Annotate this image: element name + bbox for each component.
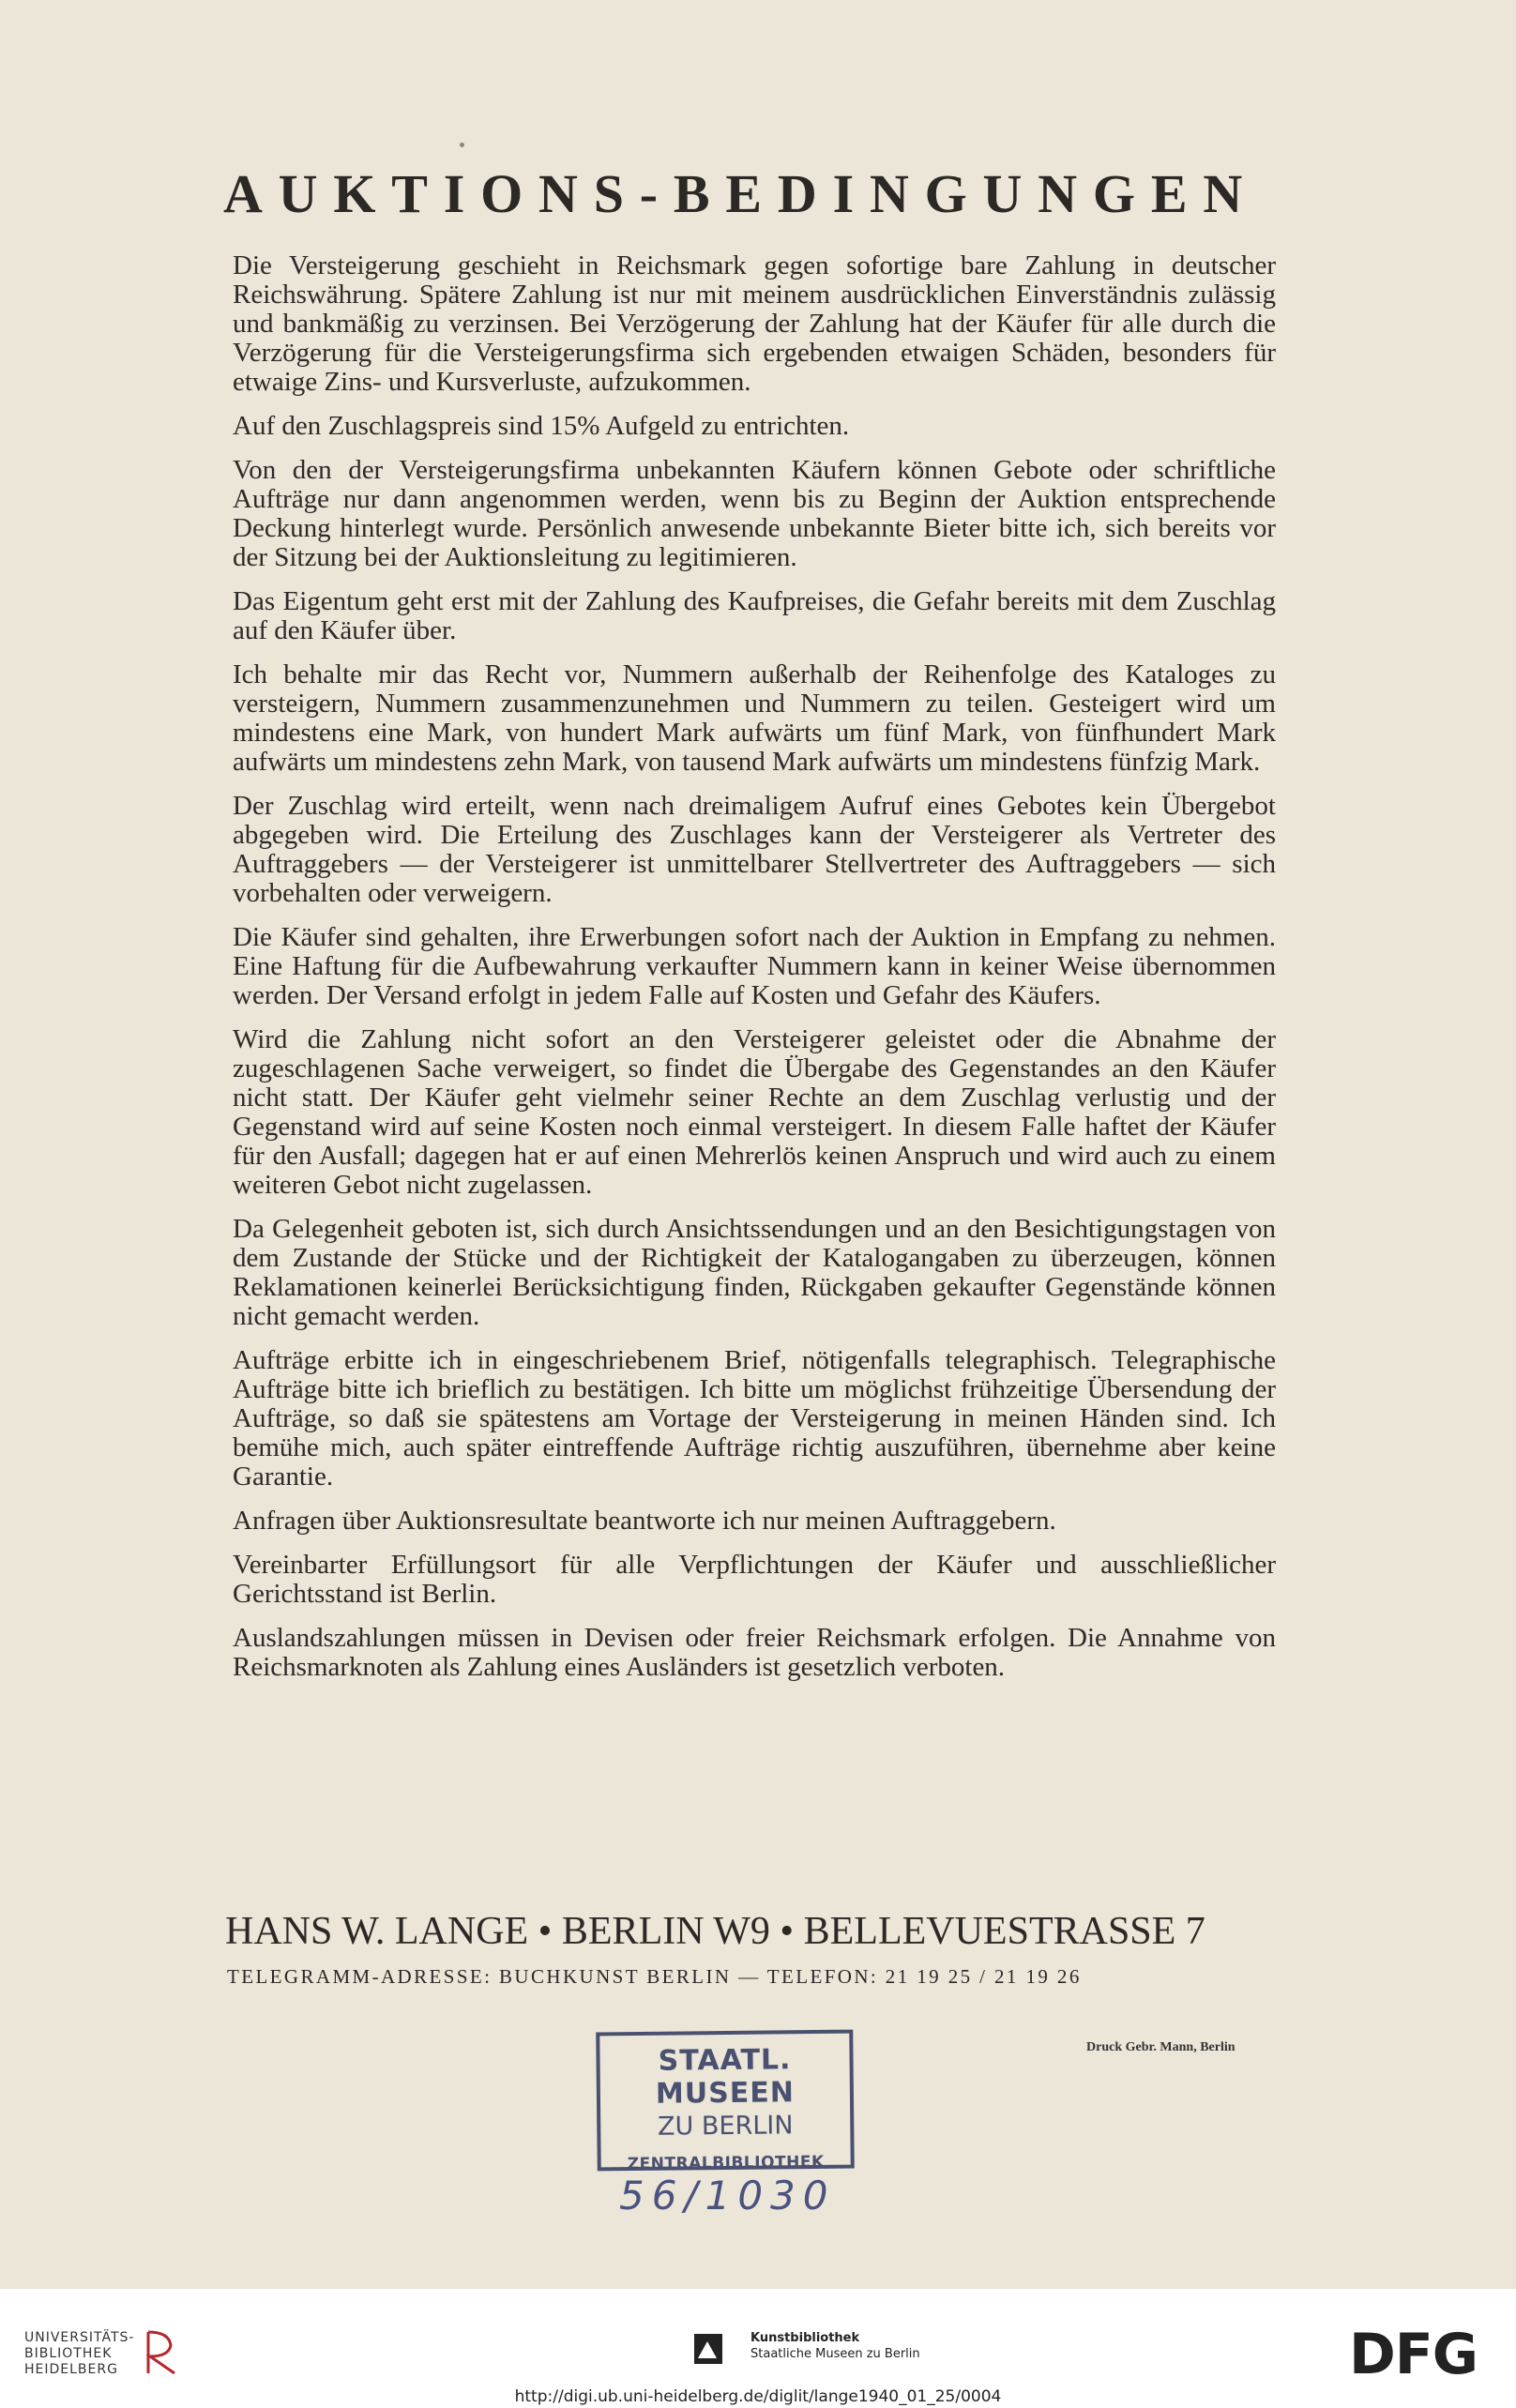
logo-text: HEIDELBERG [24, 2362, 118, 2377]
paragraph: Wird die Zahlung nicht sofort an den Versteigerer geleistet oder die Abnahme der zugeschlagenen Sache verweigert, so findet die Übergabe des Gegenstandes an den Käufer nicht statt. Der Käufer geht vielmehr seiner Rechte an dem Zuschlag verlustig und der Gegenstand wird auf seine Kosten noch einmal versteigert. In diesem Falle haftet der Käufer für den Ausfall; dagegen hat er auf einen Mehrerlös keinen Anspruch und wird auch zu einem weiteren Gebot nicht zugelassen. [233, 1024, 1276, 1200]
document-title: AUKTIONS-BEDINGUNGEN [223, 163, 1258, 224]
kunstbibliothek-subtitle: Staatliche Museen zu Berlin [750, 2347, 920, 2361]
paragraph: Aufträge erbitte ich in eingeschriebenem Brief, nötigenfalls telegraphisch. Telegraphische Aufträge bitte ich brieflich zu bestätigen. Ich bitte um möglichst frühzeitige Übersendung der Aufträge, so daß sie spätestens am Vortage der Versteigerung in meinen Händen sind. Ich bemühe mich, auch später eintreffende Aufträge richtig auszuführen, übernehme aber keine Garantie. [233, 1345, 1276, 1492]
kunstbibliothek-logo-icon[interactable] [694, 2334, 722, 2364]
stamp-line: ZENTRALBIBLIOTHEK [627, 2152, 825, 2174]
stamp-line: STAATL. MUSEEN [655, 2043, 796, 2111]
paragraph: Von den der Versteigerungsfirma unbekannten Käufern können Gebote oder schriftliche Aufträge nur dann angenommen werden, wenn bis zu Beginn der Auktion entsprechende Deckung hinterlegt wurde. Persönlich anwesende unbekannte Bieter bitte ich, sich bereits vor der Sitzung bei der Auktionsleitung zu legitimieren. [233, 455, 1276, 572]
footer-bar [0, 2289, 1516, 2408]
paragraph: Da Gelegenheit geboten ist, sich durch Ansichtssendungen und an den Besichtigungstagen von dem Zustande der Stücke und der Richtigkeit der Katalogangaben zu überzeugen, können Reklamationen keinerlei Berücksichtigung finden, Rückgaben gekaufter Gegenstände können nicht gemacht werden. [233, 1214, 1276, 1331]
dfg-logo[interactable]: DFG [1349, 2322, 1478, 2387]
handwritten-number: 56/1030 [619, 2173, 836, 2219]
document-body [233, 251, 1276, 1697]
paragraph: Vereinbarter Erfüllungsort für alle Verpflichtungen der Käufer und ausschließlicher Gerichtsstand ist Berlin. [233, 1550, 1276, 1609]
paragraph: Ich behalte mir das Recht vor, Nummern außerhalb der Reihenfolge des Kataloges zu versteigern, Nummern zusammenzunehmen und Nummern zu teilen. Gesteigert wird um mindestens eine Mark, von hundert Mark aufwärts um fünf Mark, von fünfhundert Mark aufwärts um mindestens zehn Mark, von tausend Mark aufwärts um mindestens fünfzig Mark. [233, 659, 1276, 777]
paragraph: Auf den Zuschlagspreis sind 15% Aufgeld zu entrichten. [233, 411, 850, 441]
paragraph: Auslandszahlungen müssen in Devisen oder freier Reichsmark erfolgen. Die Annahme von Reichsmarknoten als Zahlung eines Ausländers ist gesetzlich verboten. [233, 1623, 1276, 1682]
university-emblem-icon [143, 2328, 180, 2377]
paragraph: Die Versteigerung geschieht in Reichsmark gegen sofortige bare Zahlung in deutscher Reichswährung. Spätere Zahlung ist nur mit meinem ausdrücklichen Einverständnis zulässig und bankmäßig zu verzinsen. Bei Verzögerung der Zahlung hat der Käufer für alle durch die Verzögerung für die Versteigerungsfirma sich ergebenden etwaigen Schäden, besonders für etwaige Zins- und Kursverluste, aufzukommen. [233, 250, 1276, 397]
library-stamp [596, 2030, 855, 2172]
kunstbibliothek-title: Kunstbibliothek [750, 2331, 860, 2345]
logo-text: UNIVERSITÄTS- [24, 2330, 135, 2345]
paragraph: Die Käufer sind gehalten, ihre Erwerbungen sofort nach der Auktion in Empfang zu nehmen. Eine Haftung für die Aufbewahrung verkaufter Nummern kann in keiner Weise übernommen werden. Der Versand erfolgt in jedem Falle auf Kosten und Gefahr des Käufers. [233, 922, 1276, 1010]
university-library-logo[interactable] [24, 2330, 134, 2378]
publisher-contact: TELEGRAMM-ADRESSE: BUCHKUNST BERLIN — TELEFON: 21 19 25 / 21 19 26 [227, 1965, 1082, 1988]
paragraph: Der Zuschlag wird erteilt, wenn nach dreimaligem Aufruf eines Gebotes kein Übergebot abgegeben wird. Die Erteilung des Zuschlages kann der Versteigerer als Vertreter des Auftraggebers — der Versteigerer ist unmittelbarer Stellvertreter des Auftraggebers — sich vorbehalten oder verweigern. [233, 791, 1276, 908]
logo-text: BIBLIOTHEK [24, 2346, 113, 2361]
printer-credit: Druck Gebr. Mann, Berlin [1086, 2040, 1236, 2054]
publisher-address: HANS W. LANGE • BERLIN W9 • BELLEVUESTRASSE 7 [225, 1910, 1205, 1953]
paragraph: Anfragen über Auktionsresultate beantworte ich nur meinen Auftraggebern. [233, 1506, 1056, 1536]
page-url-link[interactable]: http://digi.ub.uni-heidelberg.de/diglit/lange1940_01_25/0004 [514, 2387, 1002, 2406]
page-mark [460, 143, 464, 147]
kunstbibliothek-label [750, 2330, 920, 2362]
stamp-line: ZU BERLIN [657, 2111, 794, 2142]
paragraph: Das Eigentum geht erst mit der Zahlung des Kaufpreises, die Gefahr bereits mit dem Zuschlag auf den Käufer über. [233, 586, 1276, 645]
